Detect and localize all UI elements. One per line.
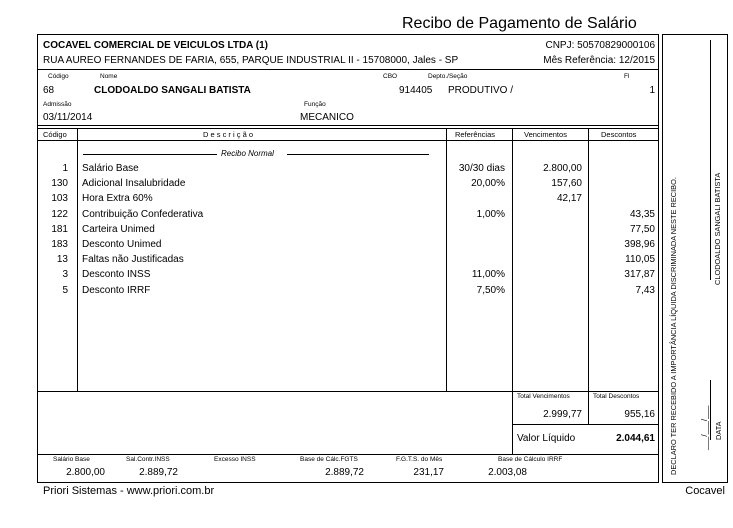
- row-code: 103: [51, 193, 68, 204]
- company-address: RUA AUREO FERNANDES DE FARIA, 655, PARQUE INDUSTRIAL II - 15708000, Jales - SP: [43, 55, 459, 66]
- employee-name: CLODOALDO SANGALI BATISTA: [94, 85, 251, 96]
- row-code: 181: [51, 224, 68, 235]
- row-reference: 20,00%: [471, 178, 505, 189]
- row-description: Desconto IRRF: [82, 285, 151, 296]
- header-earnings: Vencimentos: [524, 130, 567, 139]
- base-label: Sal.Contr.INSS: [126, 456, 170, 463]
- footer-company: Cocavel: [685, 485, 725, 497]
- row-reference: 11,00%: [471, 269, 505, 280]
- total-earnings-label: Total Vencimentos: [517, 393, 570, 400]
- header-code: Código: [43, 130, 67, 139]
- base-value: 231,17: [413, 467, 444, 478]
- row-description: Adicional Insalubridade: [82, 178, 186, 189]
- employee-code-label: Código: [48, 73, 69, 80]
- role-label: Função: [304, 101, 326, 108]
- row-reference: 1,00%: [476, 209, 505, 220]
- cbo-label: CBO: [383, 73, 398, 80]
- admission-label: Admissão: [43, 101, 72, 108]
- section-label: Recibo Normal: [221, 149, 274, 158]
- employee-code: 68: [43, 85, 55, 96]
- employee-role: MECANICO: [300, 112, 354, 123]
- totals-divider: [37, 454, 659, 455]
- page-title: Recibo de Pagamento de Salário: [402, 15, 637, 32]
- base-label: Base de Cálculo IRRF: [498, 456, 563, 463]
- totals-divider: [512, 424, 659, 425]
- stub-employee-name: CLODOALDO SANGALI BATISTA: [713, 172, 722, 285]
- row-description: Salário Base: [82, 163, 139, 174]
- row-description: Faltas não Justificadas: [82, 254, 184, 265]
- row-reference: 30/30 dias: [458, 163, 505, 174]
- table-header-divider: [37, 140, 659, 141]
- row-code: 183: [51, 239, 68, 250]
- stub-date-slashes: ___/___/___: [700, 405, 709, 450]
- employee-dept: PRODUTIVO /: [448, 85, 514, 96]
- row-description: Desconto Unimed: [82, 239, 162, 250]
- stub-date-line: [710, 380, 711, 440]
- row-deduction: 398,96: [624, 239, 655, 250]
- section-rule: [287, 154, 429, 155]
- totals-divider: [588, 392, 589, 424]
- row-description: Contribuição Confederativa: [82, 209, 204, 220]
- fl-label: Fl: [624, 73, 630, 80]
- declaration-text: DECLARO TER RECEBIDO A IMPORTÂNCIA LÍQUIDA DISCRIMINADA NESTE RECIBO.: [669, 177, 678, 475]
- reference-month: Mês Referência: 12/2015: [543, 55, 655, 66]
- row-deduction: 43,35: [629, 209, 655, 220]
- row-code: 13: [56, 254, 68, 265]
- row-description: Desconto INSS: [82, 269, 151, 280]
- row-deduction: 110,05: [625, 254, 655, 265]
- row-code: 130: [51, 178, 68, 189]
- base-label: Salário Base: [53, 456, 90, 463]
- employee-cbo: 914405: [399, 85, 433, 96]
- header-deductions: Descontos: [601, 130, 637, 139]
- totals-divider: [512, 392, 513, 454]
- row-earning: 2.800,00: [543, 163, 582, 174]
- table-column-divider: [446, 128, 447, 392]
- table-column-divider: [588, 128, 589, 392]
- row-code: 122: [51, 209, 68, 220]
- base-value: 2.003,08: [488, 467, 527, 478]
- row-code: 5: [62, 285, 68, 296]
- row-description: Carteira Unimed: [82, 224, 155, 235]
- base-value: 2.889,72: [325, 467, 364, 478]
- base-label: F.G.T.S. do Mês: [396, 456, 443, 463]
- employee-name-label: Nome: [100, 73, 118, 80]
- header-references: Referências: [455, 130, 496, 139]
- row-reference: 7,50%: [476, 285, 505, 296]
- section-rule: [83, 154, 217, 155]
- admission-date: 03/11/2014: [43, 112, 93, 123]
- base-value: 2.889,72: [139, 467, 178, 478]
- table-column-divider: [77, 128, 78, 392]
- net-label: Valor Líquido: [517, 433, 576, 444]
- base-label: Excesso INSS: [214, 456, 256, 463]
- footer-software: Priori Sistemas - www.priori.com.br: [43, 485, 215, 497]
- total-earnings: 2.999,77: [543, 409, 582, 420]
- dept-label: Depto./Seção: [428, 73, 468, 80]
- row-earning: 42,17: [556, 193, 582, 204]
- company-name: COCAVEL COMERCIAL DE VEICULOS LTDA (1): [43, 40, 269, 51]
- net-value: 2.044,61: [616, 433, 655, 444]
- row-deduction: 77,50: [629, 224, 655, 235]
- row-deduction: 7,43: [635, 285, 655, 296]
- total-deductions-label: Total Descontos: [593, 393, 640, 400]
- header-description: D e s c r i ç ã o: [203, 130, 254, 139]
- company-cnpj: CNPJ: 50570829000106: [545, 40, 655, 51]
- row-description: Hora Extra 60%: [82, 193, 153, 204]
- row-deduction: 317,87: [624, 269, 655, 280]
- divider: [37, 69, 659, 70]
- table-column-divider: [512, 128, 513, 392]
- row-earning: 157,60: [551, 178, 582, 189]
- base-label: Base de Cálc.FGTS: [300, 456, 358, 463]
- row-code: 3: [62, 269, 68, 280]
- row-code: 1: [62, 163, 68, 174]
- stub-signature-line: [710, 40, 711, 280]
- base-value: 2.800,00: [66, 467, 105, 478]
- stub-date-label: DATA: [714, 421, 723, 440]
- total-deductions: 955,16: [624, 409, 655, 420]
- divider: [37, 125, 659, 126]
- employee-fl: 1: [649, 85, 655, 96]
